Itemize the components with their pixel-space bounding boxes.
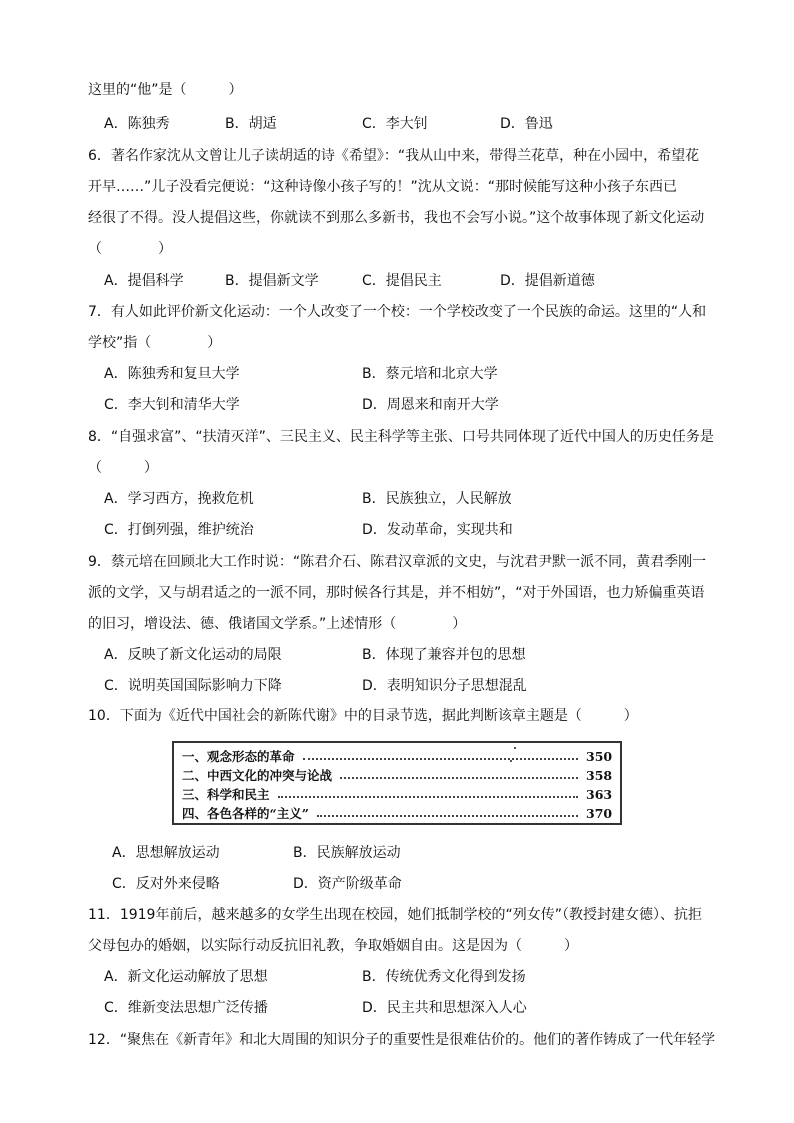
q9-line-1: 9．蔡元培在回顾北大工作时说：“陈君介石、陈君汉章派的文史，与沈君尹默一派不同，黄君季刚一	[88, 554, 707, 570]
q11-option-a: A．新文化运动解放了思想	[104, 969, 268, 985]
q12-line-1: 12．“聚焦在《新青年》和北大周围的知识分子的重要性是很难估价的。他们的著作铸成了一代年轻学	[88, 1032, 716, 1048]
q9-option-b: B．体现了兼容并包的思想	[362, 647, 526, 663]
q8-option-b: B．民族独立，人民解放	[362, 491, 512, 507]
toc-row	[182, 804, 612, 822]
q7-option-c: C．李大钊和清华大学	[104, 397, 240, 413]
toc-row	[182, 747, 612, 765]
q10-option-c: C．反对外来侵略	[112, 876, 220, 892]
q5-option-b: B．胡适	[225, 116, 277, 132]
toc-title: 三、科学和民主	[182, 787, 270, 802]
toc-leader	[303, 758, 578, 760]
q11-option-c: C．维新变法思想广泛传播	[104, 1000, 268, 1016]
q10-option-a: A．思想解放运动	[112, 845, 220, 861]
q6-line-1: 6．著名作家沈从文曾让儿子读胡适的诗《希望》：“我从山中来，带得兰花草，种在小园中，希望花	[88, 148, 700, 164]
q9-option-a: A．反映了新文化运动的局限	[104, 647, 282, 663]
toc-row	[182, 785, 612, 803]
q5-option-d: D．鲁迅	[500, 116, 553, 132]
toc-leader	[340, 777, 578, 779]
q9-option-d: D．表明知识分子思想混乱	[362, 678, 527, 694]
q9-line-2: 派的文学，又与胡君适之的一派不同，那时候各行其是，并不相妨”，“对于外国语，也力矫偏重英语	[88, 585, 705, 601]
toc-page: 358	[586, 767, 613, 783]
q8-line-2: （ ）	[88, 460, 158, 476]
toc-title: 二、中西文化的冲突与论战	[182, 768, 333, 783]
q6-option-b: B．提倡新文学	[225, 273, 319, 289]
q5-stem: 这里的“他”是（ ）	[88, 82, 243, 98]
print-speck	[510, 760, 512, 762]
toc-page: 363	[586, 786, 613, 802]
q10-option-d: D．资产阶级革命	[293, 876, 402, 892]
q6-line-4: （ ）	[88, 241, 172, 257]
q9-line-3: 的旧习，增设法、德、俄诸国文学系。”上述情形（ ）	[88, 616, 467, 632]
q5-option-c: C．李大钊	[362, 116, 428, 132]
toc-title: 四、各色各样的“主义”	[182, 806, 309, 821]
q8-option-d: D．发动革命，实现共和	[362, 522, 513, 538]
q9-option-c: C．说明英国国际影响力下降	[104, 678, 282, 694]
q11-line-2: 父母包办的婚姻，以实际行动反抗旧礼教，争取婚姻自由。这是因为（ ）	[88, 938, 578, 954]
q11-option-b: B．传统优秀文化得到发扬	[362, 969, 526, 985]
q8-option-c: C．打倒列强，维护统治	[104, 522, 254, 538]
q8-option-a: A．学习西方，挽救危机	[104, 491, 254, 507]
toc-row	[182, 766, 612, 784]
print-speck	[514, 747, 516, 749]
toc-page: 350	[586, 748, 613, 764]
q10-line-1: 10．下面为《近代中国社会的新陈代谢》中的目录节选，据此判断该章主题是（ ）	[88, 708, 638, 724]
q6-option-c: C．提倡民主	[362, 273, 442, 289]
q7-option-a: A．陈独秀和复旦大学	[104, 366, 240, 382]
toc-page: 370	[586, 805, 613, 821]
q7-line-1: 7．有人如此评价新文化运动：一个人改变了一个校：一个学校改变了一个民族的命运。这里的“人和	[88, 304, 707, 320]
q11-line-1: 11．1919年前后，越来越多的女学生出现在校园，她们抵制学校的“列女传”（教授封建女德）、抗拒	[88, 907, 702, 923]
q5-option-a: A．陈独秀	[104, 116, 170, 132]
q6-option-d: D．提倡新道德	[500, 273, 595, 289]
q7-option-b: B．蔡元培和北京大学	[362, 366, 498, 382]
table-of-contents-excerpt	[172, 741, 622, 825]
toc-title: 一、观念形态的革命	[182, 749, 295, 764]
q6-line-2: 开早……”儿子没看完便说：“这种诗像小孩子写的！”沈从文说：“那时候能写这种小孩子东西已	[88, 179, 678, 195]
toc-leader	[317, 815, 578, 817]
q11-option-d: D．民主共和思想深入人心	[362, 1000, 527, 1016]
q6-line-3: 经很了不得。没人提倡这些，你就读不到那么多新书，我也不会写小说。”这个故事体现了新文化运动	[88, 210, 705, 226]
toc-leader	[278, 796, 578, 798]
q7-line-2: 学校”指（ ）	[88, 335, 222, 351]
q7-option-d: D．周恩来和南开大学	[362, 397, 499, 413]
q6-option-a: A．提倡科学	[104, 273, 184, 289]
q10-option-b: B．民族解放运动	[293, 845, 401, 861]
q8-line-1: 8．“自强求富”、“扶清灭洋”、三民主义、民主科学等主张、口号共同体现了近代中国人的历史任务是	[88, 429, 714, 445]
